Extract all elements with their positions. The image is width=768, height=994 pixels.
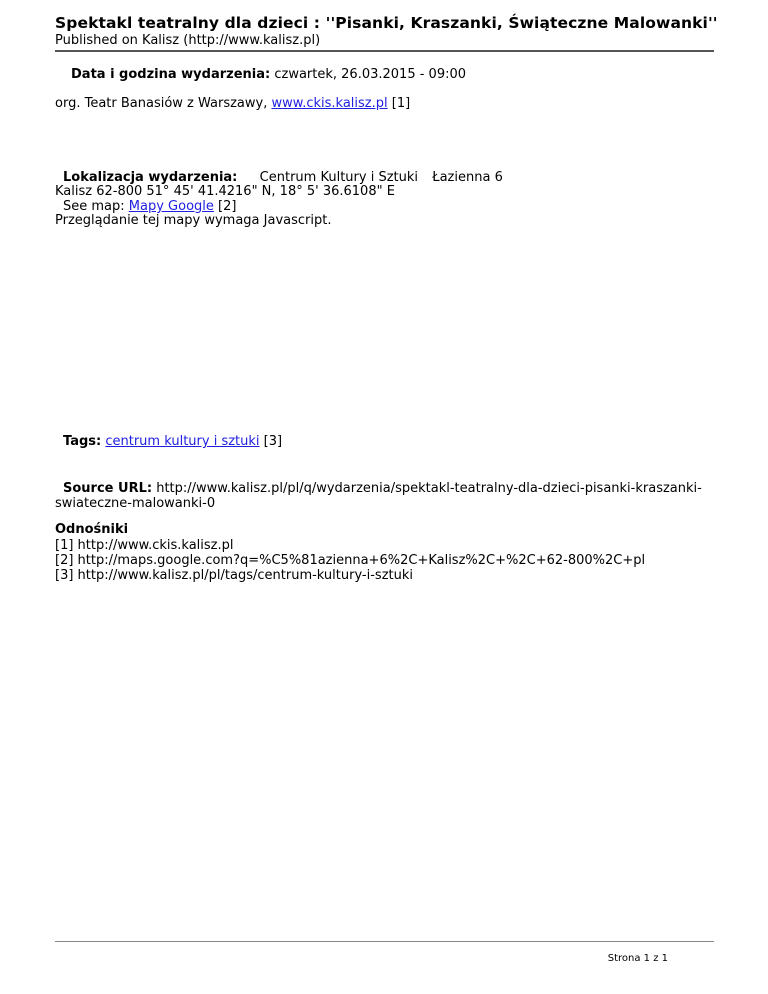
location-venue: Centrum Kultury i Sztuki <box>259 170 418 185</box>
map-ref: [2] <box>218 199 237 214</box>
source-url-line1: http://www.kalisz.pl/pl/q/wydarzenia/spektakl-teatralny-dla-dzieci-pisanki-kraszanki- <box>156 481 702 496</box>
event-date-label: Data i godzina wydarzenia: <box>71 67 271 82</box>
footer-divider <box>55 941 714 942</box>
source-url-row <box>63 481 702 497</box>
organizer-row <box>55 96 410 112</box>
location-street: Łazienna 6 <box>432 170 503 185</box>
source-url-line2: swiateczne-malowanki-0 <box>55 496 216 511</box>
source-url-label: Source URL: <box>63 481 153 496</box>
location-coordinates: Kalisz 62-800 51° 45' 41.4216" N, 18° 5' 36.6108" E <box>55 184 395 199</box>
page-number: Strona 1 z 1 <box>607 953 668 964</box>
organizer-ref: [1] <box>391 96 411 111</box>
link-ref-3: [3] http://www.kalisz.pl/pl/tags/centrum-kultury-i-sztuki <box>55 568 413 583</box>
tags-row <box>63 434 282 450</box>
map-placeholder <box>55 232 714 427</box>
tags-label: Tags: <box>63 434 102 449</box>
published-on: Published on Kalisz (http://www.kalisz.pl) <box>55 33 321 48</box>
organizer-text: org. Teatr Banasiów z Warszawy, <box>55 96 268 111</box>
link-ref-1: [1] http://www.ckis.kalisz.pl <box>55 538 234 553</box>
print-page <box>55 0 718 994</box>
header-divider <box>55 50 714 52</box>
google-maps-link[interactable]: Mapy Google <box>128 199 214 214</box>
link-ref-2: [2] http://maps.google.com?q=%C5%81azienna+6%2C+Kalisz%2C+%2C+62-800%2C+pl <box>55 553 646 568</box>
organizer-link[interactable]: www.ckis.kalisz.pl <box>271 96 388 111</box>
map-js-notice: Przeglądanie tej mapy wymaga Javascript. <box>55 213 332 228</box>
tag-ref: [3] <box>263 434 283 449</box>
tag-link[interactable]: centrum kultury i sztuki <box>105 434 260 449</box>
location-label: Lokalizacja wydarzenia: <box>63 170 238 185</box>
page-title: Spektakl teatralny dla dzieci : ''Pisanki, Kraszanki, Świąteczne Malowanki'' <box>55 14 718 32</box>
see-map-label: See map: <box>63 199 125 214</box>
event-date-row <box>71 67 466 83</box>
event-date-value: czwartek, 26.03.2015 - 09:00 <box>274 67 467 82</box>
links-heading: Odnośniki <box>55 522 129 537</box>
